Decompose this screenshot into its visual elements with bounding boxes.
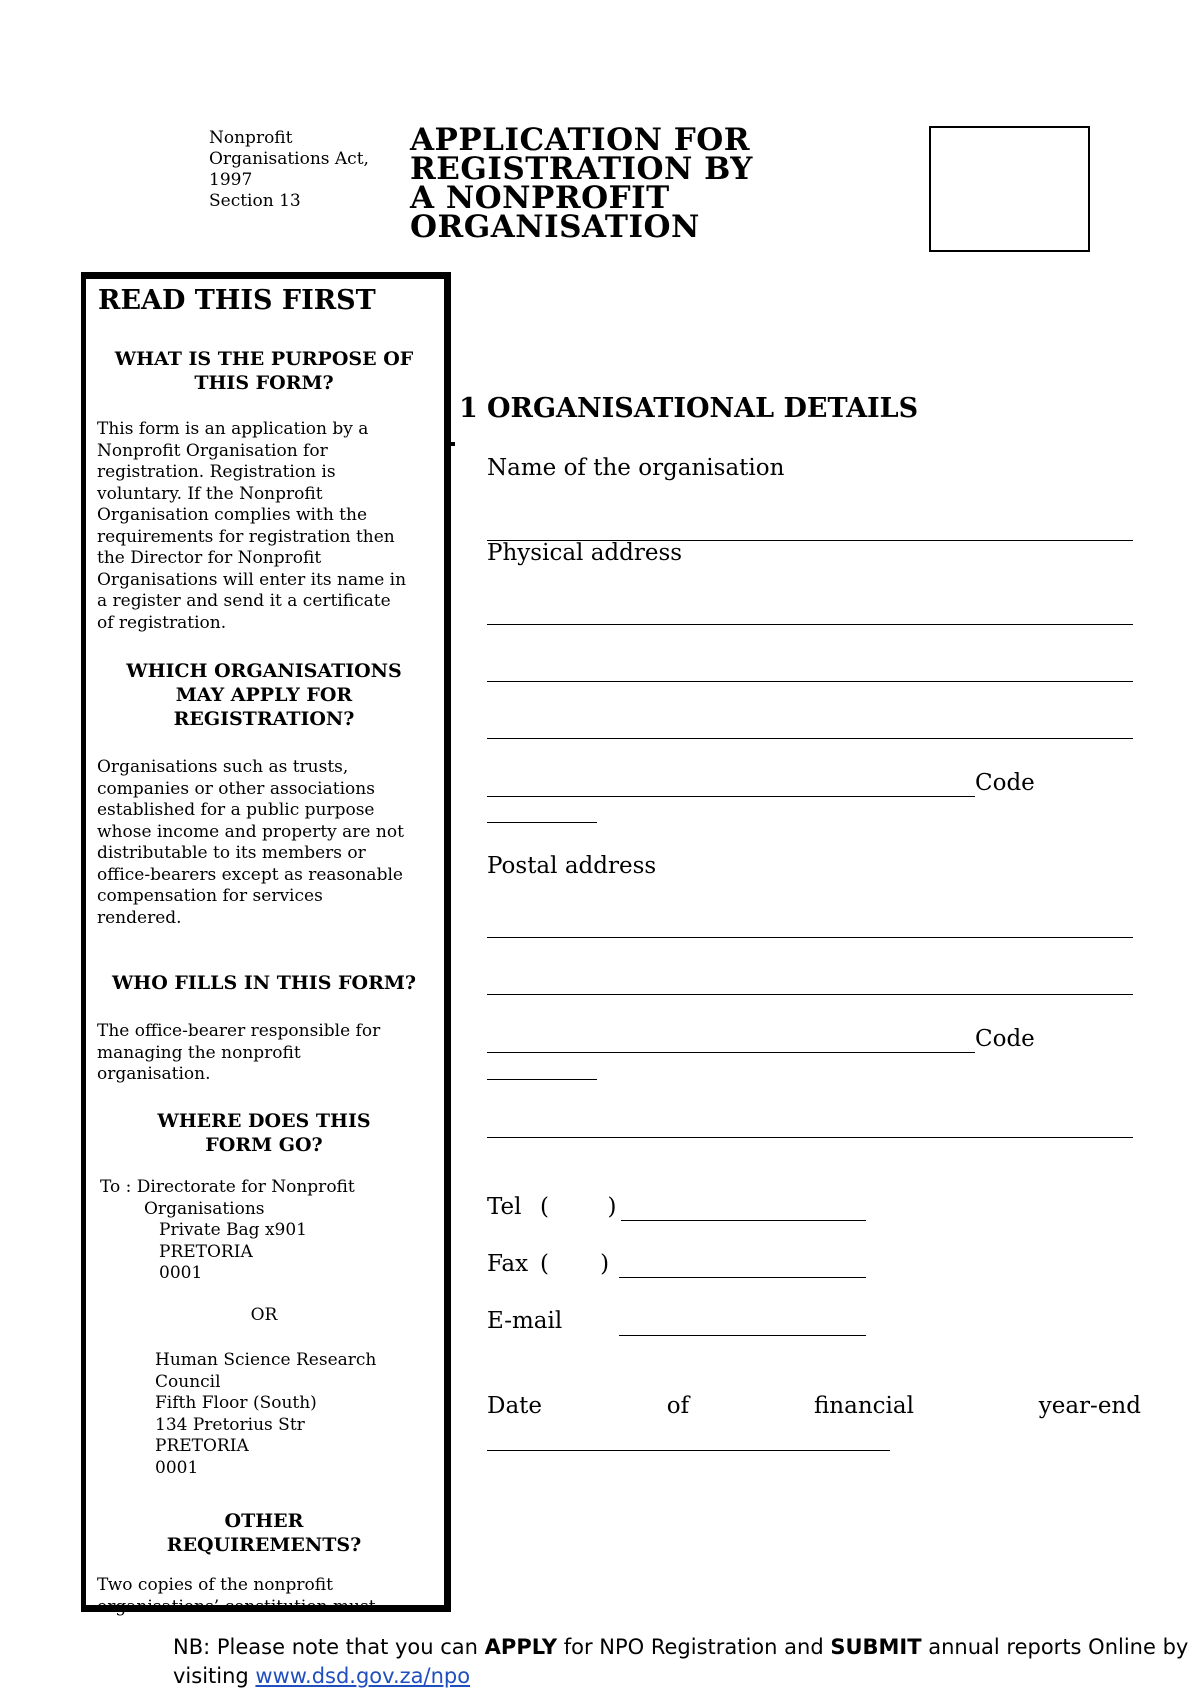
address-line: 134 Pretorius Str — [155, 1414, 305, 1435]
fax-field[interactable] — [619, 1277, 866, 1278]
purpose-heading — [86, 347, 442, 395]
physical-address-field-2[interactable] — [487, 681, 1133, 682]
purpose-text — [97, 419, 442, 634]
text-line: distributable to its members or — [97, 843, 366, 863]
postal-code-field[interactable] — [487, 1079, 597, 1080]
section-heading: ORGANISATIONAL DETAILS — [487, 393, 919, 424]
address-line: Human Science Research — [155, 1350, 377, 1370]
where-heading — [86, 1109, 442, 1157]
title-line: A NONPROFIT — [410, 180, 670, 216]
fax-code-paren: ( ) — [540, 1251, 610, 1277]
fax-label: Fax — [487, 1251, 529, 1277]
address-hsrc — [155, 1350, 440, 1479]
text-line: whose income and property are not — [97, 821, 404, 842]
text-line: a register and send it a certificate — [97, 591, 391, 611]
office-use-box — [929, 126, 1090, 252]
text-line: registration. Registration is — [97, 462, 336, 482]
heading-line: WHICH ORGANISATIONS — [126, 660, 402, 682]
heading-line: REGISTRATION? — [173, 708, 355, 730]
postal-address-field-3[interactable] — [487, 1052, 975, 1053]
text-line: Organisations such as trusts, — [97, 757, 349, 777]
text-line: voluntary. If the Nonprofit — [97, 483, 323, 504]
heading-line: THIS FORM? — [194, 372, 334, 394]
physical-address-label: Physical address — [487, 540, 683, 566]
heading-line: WHAT IS THE PURPOSE OF — [114, 348, 414, 370]
postal-address-label: Postal address — [487, 853, 657, 879]
financial-year-end-field[interactable] — [487, 1450, 890, 1451]
other-heading — [86, 1509, 442, 1557]
postal-address-field-2[interactable] — [487, 994, 1133, 995]
text-line: requirements for registration then — [97, 526, 395, 547]
fy-word: Date — [487, 1393, 543, 1419]
apply-emphasis: APPLY — [484, 1635, 558, 1659]
physical-code-label: Code — [975, 770, 1035, 796]
which-heading — [86, 659, 442, 731]
section-number: 1 — [459, 393, 478, 424]
address-line: To : Directorate for Nonprofit — [100, 1177, 355, 1197]
text-line: rendered. — [97, 907, 182, 928]
form-title — [410, 122, 830, 245]
address-line: PRETORIA — [155, 1436, 249, 1456]
which-text — [97, 757, 442, 929]
fy-word: financial — [813, 1393, 914, 1419]
heading-line: FORM GO? — [205, 1134, 323, 1156]
text-line: established for a public purpose — [97, 800, 375, 820]
heading-line: REQUIREMENTS? — [166, 1534, 362, 1556]
act-reference — [209, 128, 389, 212]
address-line: 0001 — [159, 1263, 203, 1283]
note-text: annual reports Online by — [921, 1635, 1189, 1659]
physical-address-field-1[interactable] — [487, 624, 1133, 625]
text-line: of registration. — [97, 612, 227, 633]
title-line: REGISTRATION BY — [410, 151, 753, 187]
title-line: APPLICATION FOR — [410, 122, 750, 158]
text-line: companies or other associations — [97, 778, 375, 799]
act-line: 1997 — [209, 170, 253, 190]
who-heading: WHO FILLS IN THIS FORM? — [111, 972, 417, 994]
submit-emphasis: SUBMIT — [830, 1635, 922, 1659]
email-label: E-mail — [487, 1308, 563, 1334]
heading-line: OTHER — [224, 1510, 304, 1532]
fy-word: of — [666, 1393, 690, 1419]
text-line: managing the nonprofit — [97, 1042, 301, 1063]
text-line: organisations’ constitution must — [97, 1596, 376, 1617]
name-label: Name of the organisation — [487, 455, 785, 481]
address-line: Council — [155, 1371, 221, 1392]
or-divider: OR — [250, 1305, 278, 1325]
email-field[interactable] — [619, 1335, 866, 1336]
act-line: Section 13 — [209, 191, 301, 211]
financial-year-end-label — [487, 1393, 1141, 1419]
act-line: Nonprofit — [209, 128, 293, 148]
address-line: 0001 — [155, 1457, 199, 1478]
section-marker — [451, 442, 455, 446]
text-line: Nonprofit Organisation for — [97, 440, 328, 461]
text-line: Organisation complies with the — [97, 505, 368, 525]
other-text — [97, 1575, 442, 1618]
postal-address-field-1[interactable] — [487, 937, 1133, 938]
text-line: office-bearers except as reasonable — [97, 864, 403, 885]
address-line: Organisations — [144, 1198, 265, 1219]
text-line: Two copies of the nonprofit — [97, 1575, 333, 1595]
text-line: The office-bearer responsible for — [97, 1021, 381, 1041]
note-text: visiting — [173, 1664, 256, 1688]
physical-address-field-4[interactable] — [487, 796, 975, 797]
text-line: compensation for services — [97, 886, 323, 906]
text-line: organisation. — [97, 1064, 211, 1084]
who-text — [97, 1021, 442, 1086]
dsd-npo-link[interactable]: www.dsd.gov.za/npo — [255, 1664, 471, 1688]
fy-word: year-end — [1038, 1393, 1141, 1419]
online-note — [173, 1633, 1189, 1691]
heading-line: MAY APPLY FOR — [175, 684, 353, 706]
tel-code-paren: ( ) — [540, 1194, 617, 1220]
note-line-1 — [173, 1633, 1189, 1662]
physical-code-field[interactable] — [487, 822, 597, 823]
heading-line: WHERE DOES THIS — [157, 1110, 371, 1132]
address-line: Fifth Floor (South) — [155, 1393, 317, 1413]
address-line: Private Bag x901 — [159, 1220, 307, 1240]
sidebar-title: READ THIS FIRST — [98, 285, 376, 316]
note-line-2 — [173, 1662, 1183, 1691]
text-line: This form is an application by a — [97, 419, 369, 439]
physical-address-field-3[interactable] — [487, 738, 1133, 739]
tel-field[interactable] — [621, 1220, 866, 1221]
note-text: for NPO Registration and — [557, 1635, 831, 1659]
address-directorate — [100, 1177, 440, 1285]
text-line: Organisations will enter its name in — [97, 569, 407, 590]
text-line: the Director for Nonprofit — [97, 548, 322, 568]
note-text: NB: Please note that you can — [173, 1635, 485, 1659]
read-this-first-panel — [81, 272, 451, 1617]
title-line: ORGANISATION — [410, 209, 700, 245]
tel-label: Tel — [487, 1194, 522, 1220]
address-line: PRETORIA — [159, 1241, 253, 1262]
postal-code-label: Code — [975, 1026, 1035, 1052]
additional-field[interactable] — [487, 1137, 1133, 1138]
act-line: Organisations Act, — [209, 149, 369, 169]
